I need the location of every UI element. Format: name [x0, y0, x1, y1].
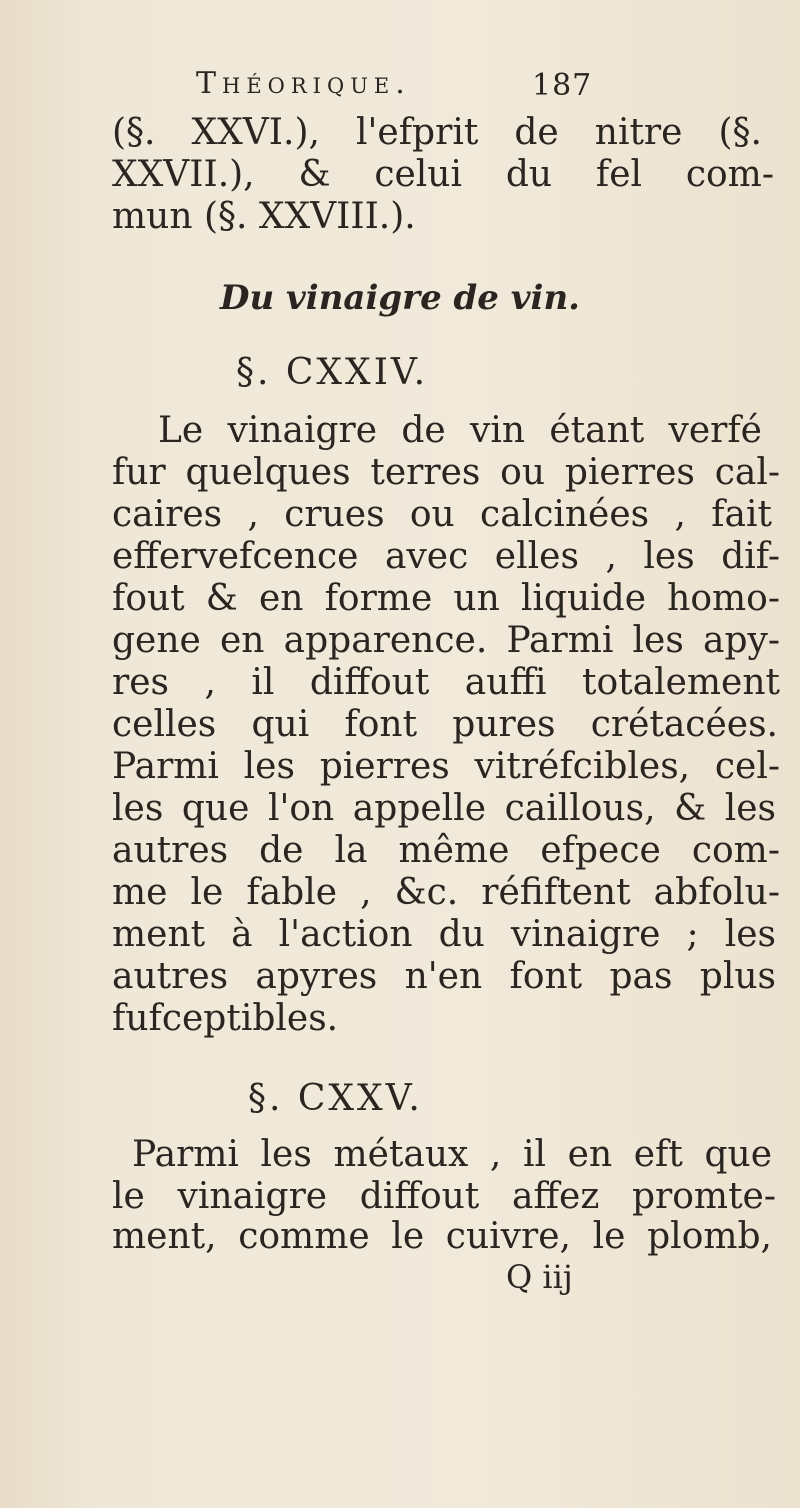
paragraph-line: fufceptibles.	[112, 998, 339, 1039]
section-subtitle: Du vinaigre de vin.	[220, 278, 581, 318]
paragraph-line: fur quelques terres ou pierres cal-	[112, 452, 780, 493]
catchword: Q iij	[506, 1258, 573, 1296]
paragraph-line: Parmi les pierres vitréfcibles, cel-	[112, 746, 780, 787]
paragraph-line: fout & en forme un liquide homo-	[112, 578, 780, 619]
intro-line: XXVII.), & celui du fel com-	[112, 154, 774, 195]
paragraph-line: Le vinaigre de vin étant verfé	[158, 410, 762, 451]
paragraph-line: gene en apparence. Parmi les apy-	[112, 620, 780, 661]
paragraph-line: autres de la même efpece com-	[112, 830, 780, 871]
paragraph-line: les que l'on appelle caillous, & les	[112, 788, 776, 829]
page-header	[196, 66, 756, 106]
paragraph-line: res , il diffout auffi totalement	[112, 662, 780, 703]
paragraph-line: ment, comme le cuivre, le plomb,	[112, 1216, 772, 1257]
paragraph-line: autres apyres n'en font pas plus	[112, 956, 776, 997]
intro-line: (§. XXVI.), l'efprit de nitre (§.	[112, 112, 762, 153]
paragraph-line: Parmi les métaux , il en eft que	[132, 1134, 772, 1175]
paragraph-line: le vinaigre diffout affez promte-	[112, 1176, 776, 1217]
intro-line: mun (§. XXVIII.).	[112, 196, 416, 237]
section-heading-cxxv: §. CXXV.	[248, 1078, 423, 1119]
paragraph-line: effervefcence avec elles , les dif-	[112, 536, 780, 577]
paragraph-line: celles qui font pures crétacées.	[112, 704, 778, 745]
paragraph-line: ment à l'action du vinaigre ; les	[112, 914, 776, 955]
paragraph-line: caires , crues ou calcinées , fait	[112, 494, 772, 535]
page-number: 187	[532, 68, 593, 103]
running-head: Théorique.	[196, 66, 411, 101]
section-heading-cxxiv: §. CXXIV.	[236, 352, 429, 393]
paragraph-line: me le fable , &c. réfiftent abfolu-	[112, 872, 780, 913]
